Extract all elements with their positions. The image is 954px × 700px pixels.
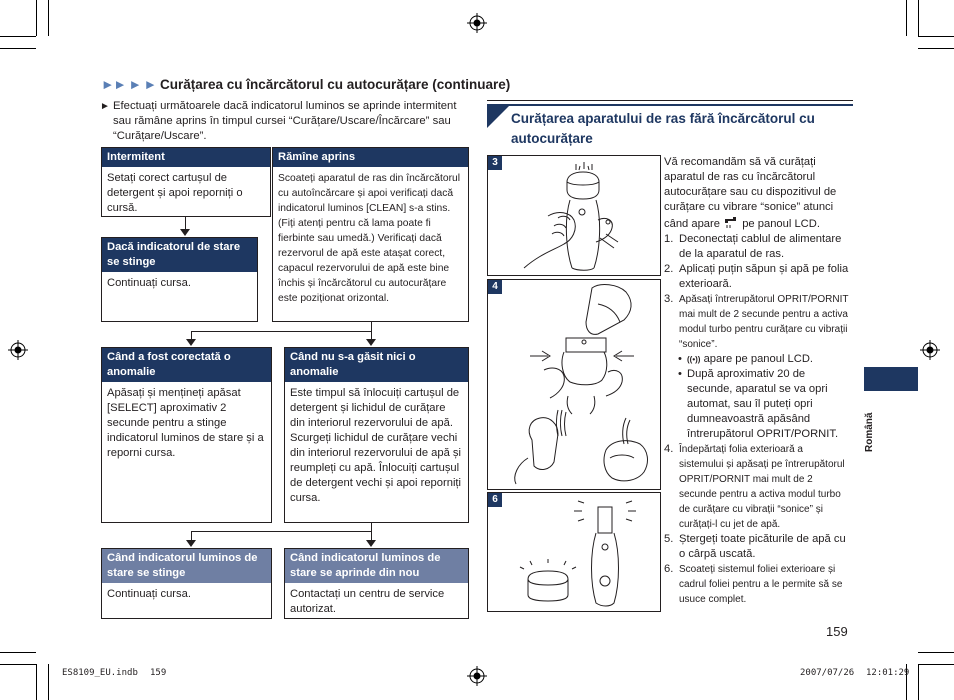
step-item: [664, 442, 850, 532]
flow-box-body: Scoateți aparatul de ras din încărcătorul cu autoîncărcare și apoi verificați dacă indicatorul luminos [CLEAN] s-a stins. (Fiți atenți pentru că lama poate fi fierbinte sau umedă.) Verificați dacă rezervorul de apă este atașat corect, capacul rezervorului de apă este bine închis și încărcătorul cu autocurățare este poziționat orizontal.: [278, 173, 461, 304]
crop-mark: [0, 36, 36, 37]
flow-box-header: Dacă indicatorul de stare se stinge: [102, 238, 257, 272]
heading-wedge-icon: [487, 106, 509, 128]
flow-box-body: Apăsați și mențineți apăsat [SELECT] aproximativ 2 secunde pentru a stinge indicatorul luminos de stare și a reporni cursa.: [107, 387, 264, 459]
step-text: Apăsați întrerupătorul OPRIT/PORNIT mai mult de 2 secunde pentru a activa modul turbo pentru curățare cu vibrații “sonice”.: [679, 294, 849, 350]
crop-mark: [36, 0, 37, 36]
step-item: [664, 292, 850, 352]
flow-arrow-icon: [180, 229, 190, 236]
language-tab: [864, 367, 918, 391]
flow-box-ramane-aprins: [272, 147, 469, 322]
flow-connector: [371, 531, 372, 540]
panel-number: 3: [488, 156, 502, 170]
crop-mark: [0, 664, 36, 665]
bullet-text: După aproximativ 20 de secunde, aparatul se va opri automat, sau îl puteți opri dumneavoastră apăsând întrerupătorul OPRIT/PORNIT.: [687, 368, 839, 440]
flow-arrow-icon: [186, 540, 196, 547]
registration-mark-icon: [920, 340, 940, 360]
shaver-illustration: [488, 156, 660, 275]
flow-connector: [191, 531, 372, 532]
step-text: Aplicați puțin săpun și apă pe folia exterioară.: [679, 263, 849, 290]
language-label: Română: [864, 412, 875, 452]
instructions-intro-text-end: pe panoul LCD.: [742, 218, 820, 230]
flow-arrow-icon: [366, 540, 376, 547]
panel-number: 4: [488, 280, 502, 294]
instructions-intro: [664, 155, 850, 232]
flow-arrow-icon: [186, 339, 196, 346]
sonic-icon: ((•)): [687, 355, 701, 364]
flow-box-body: Setați corect cartușul de detergent și apoi reporniți o cursă.: [107, 172, 243, 214]
flow-box-body: Continuați cursa.: [107, 588, 191, 600]
registration-mark-icon: [467, 666, 487, 686]
heading-rule: [487, 104, 853, 106]
footer-page: 159: [150, 668, 167, 678]
flow-connector: [191, 331, 372, 332]
right-section-heading: [487, 100, 853, 149]
step-item: [664, 562, 850, 607]
intro-paragraph: [101, 99, 471, 144]
flow-box-header: Când indicatorul luminos de stare se stinge: [102, 549, 271, 583]
flow-connector: [371, 331, 372, 339]
crop-mark: [918, 48, 954, 49]
instructions-intro-text: Vă recomandăm să vă curățați aparatul de ras cu încărcătorul autocurățare sau cu dispozitivul de curățare cu vibrare “sonice” atunci când apare: [664, 156, 837, 230]
crop-mark: [918, 0, 919, 36]
flow-box-stinge: [101, 237, 258, 322]
footer-date: 2007/07/26: [800, 668, 855, 678]
flow-box-intermitent: [101, 147, 271, 217]
step-text: Ștergeți toate picăturile de apă cu o cârpă uscată.: [679, 533, 846, 560]
shaver-drying-illustration: [488, 493, 660, 611]
illustration-panel-4: [487, 279, 661, 490]
title-arrows-icon: ►► ► ►: [101, 77, 156, 92]
flow-box-body: Contactați un centru de service autorizat.: [290, 588, 445, 615]
step-text: Deconectați cablul de alimentare de la aparatul de ras.: [679, 233, 842, 260]
flow-box-corectata: [101, 347, 272, 523]
crop-mark: [906, 0, 907, 36]
intro-arrow-icon: ►: [100, 101, 110, 112]
flow-box-header: Intermitent: [102, 148, 270, 167]
step-item: [664, 232, 850, 262]
step-bullet: [664, 352, 850, 367]
flow-connector: [191, 531, 192, 540]
faucet-icon: [723, 215, 739, 229]
illustration-panel-6: [487, 492, 661, 612]
registration-mark-icon: [467, 13, 487, 33]
step-bullet: [664, 367, 850, 442]
crop-mark: [918, 652, 954, 653]
footer-time: 12:01:29: [866, 668, 910, 678]
instructions-column: [664, 155, 850, 607]
crop-mark: [0, 48, 36, 49]
flow-box-header: Când indicatorul luminos de stare se aprinde din nou: [285, 549, 468, 583]
step-text: Scoateți sistemul foliei exterioare și cadrul foliei pentru a le permite să se usuce complet.: [679, 564, 843, 605]
flow-box-header: Rămîne aprins: [273, 148, 468, 167]
crop-mark: [48, 0, 49, 36]
shaver-washing-illustration: [488, 280, 660, 489]
flow-box-body: Continuați cursa.: [107, 277, 191, 289]
crop-mark: [48, 664, 49, 700]
flow-box-stinge-final: [101, 548, 272, 619]
step-text: Îndepărtați folia exterioară a sistemului și apăsați pe întrerupătorul OPRIT/PORNIT mai mult de 2 secunde pentru a activa modul turbo de curățare cu vibrații “sonice” și curățați-l cu jet de apă.: [679, 444, 845, 530]
section-title: [101, 77, 510, 92]
crop-mark: [918, 664, 954, 665]
bullet-text: apare pe panoul LCD.: [703, 353, 814, 365]
section-title-text: Curățarea cu încărcătorul cu autocurățare (continuare): [159, 77, 511, 92]
step-number: 3.: [664, 293, 674, 305]
right-heading-text: Curățarea aparatului de ras fără încărcătorul cu autocurățare: [511, 111, 815, 146]
step-number: 5.: [664, 533, 674, 545]
step-item: [664, 262, 850, 292]
step-number: 4.: [664, 443, 674, 455]
crop-mark: [918, 664, 919, 700]
flow-connector: [191, 331, 192, 339]
step-number: 2.: [664, 263, 674, 275]
step-number: 6.: [664, 563, 674, 575]
bullet-dot: •: [678, 353, 682, 365]
intro-text: Efectuați următoarele dacă indicatorul luminos se aprinde intermitent sau rămâne aprins în timpul cursei “Curățare/Uscare/Încărcare” sau “Curățare/Uscare”.: [113, 100, 457, 142]
flow-box-header: Când a fost corectată o anomalie: [102, 348, 271, 382]
bullet-dot: •: [678, 368, 682, 380]
page-number: 159: [826, 624, 848, 639]
footer-file: ES8109_EU.indb: [62, 668, 138, 678]
crop-mark: [36, 664, 37, 700]
panel-number: 6: [488, 493, 502, 507]
illustration-panel-3: [487, 155, 661, 276]
flow-box-aprinde-final: [284, 548, 469, 619]
crop-mark: [918, 36, 954, 37]
flow-box-body: Este timpul să înlocuiți cartușul de detergent și lichidul de curățare din interiorul rezervorului de apă. Scurgeți lichidul de curățare vechi din interiorul rezervorului de apă și reumpleți cu apă. Înlocuiți cartușul de detergent vechi și apoi reporniți cursa.: [290, 387, 462, 504]
flow-box-nu-gasit: [284, 347, 469, 523]
flow-arrow-icon: [366, 339, 376, 346]
flow-box-header: Când nu s-a găsit nici o anomalie: [285, 348, 468, 382]
step-number: 1.: [664, 233, 674, 245]
registration-mark-icon: [8, 340, 28, 360]
step-item: [664, 532, 850, 562]
crop-mark: [0, 652, 36, 653]
